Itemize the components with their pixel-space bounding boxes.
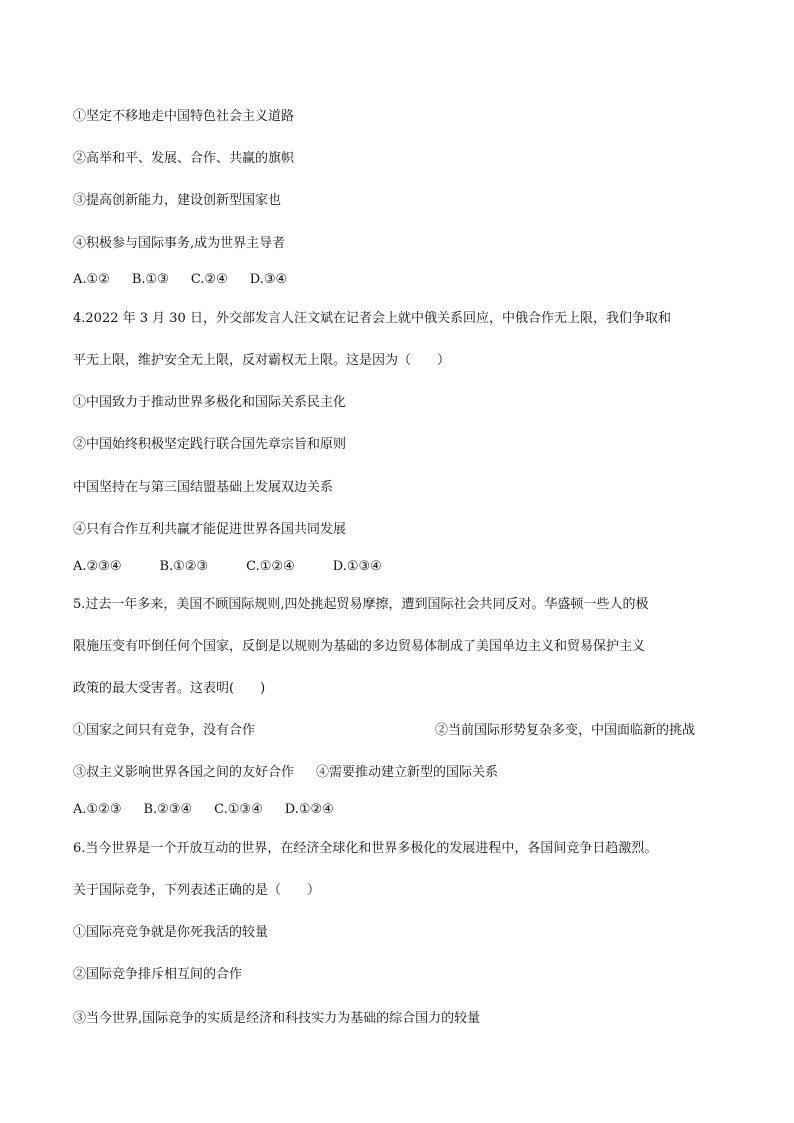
q4-option-a: A.②③④ (73, 559, 122, 574)
q3-option-a: A.①② (73, 272, 110, 287)
q6-item-2: ②国际竞争排斥相互间的合作 (73, 967, 243, 982)
q3-item-2: ②高举和平、发展、合作、共赢的旗帜 (73, 151, 295, 166)
q5-item-4: ④需要推动建立新型的国际关系 (316, 765, 499, 780)
q5-option-d: D.①②④ (284, 802, 334, 817)
q4-option-b: B.①②③ (159, 559, 209, 574)
q3-item-1: ①坚定不移地走中国特色社会主义道路 (73, 109, 295, 124)
q6-stem-line-1: 6.当今世界是一个开放互动的世界，在经济全球化和世界多极化的发展进程中，各国间竞争日趋激烈。 (73, 841, 658, 856)
q3-option-c: C.②④ (190, 272, 228, 287)
q4-option-d: D.①③④ (332, 559, 382, 574)
q3-option-d: D.③④ (249, 272, 288, 287)
q4-item-4: ④只有合作互利共赢才能促进世界各国共同发展 (73, 522, 347, 537)
q5-items-row-1 (73, 722, 713, 740)
q6-stem-line-2: 关于国际竞争，下列表述正确的是（ ） (73, 883, 321, 898)
q5-item-1: ①国家之间只有竞争，没有合作 (73, 723, 256, 738)
q3-item-3: ③提高创新能力，建设创新型国家也 (73, 193, 282, 208)
q4-item-2: ②中国始终积极坚定践行联合国先章宗旨和原则 (73, 437, 347, 452)
q5-item-2: ②当前国际形势复杂多变，中国面临新的挑战 (435, 723, 696, 738)
q3-options (73, 271, 287, 289)
q6-item-1: ①国际亮竞争就是你死我活的较量 (73, 925, 269, 940)
q4-stem-line-2: 平无上限，维护安全无上限，反对霸权无上限。这是因为（ ） (73, 353, 451, 368)
q5-option-c: C.①③④ (214, 802, 263, 817)
q4-options (73, 558, 382, 576)
q5-option-b: B.②③④ (143, 802, 193, 817)
q5-stem-line-3: 政策的最大受害者。这表明( ) (73, 681, 266, 696)
q5-stem-line-1: 5.过去一年多来，美国不顾国际规则,四处挑起贸易摩擦，遭到国际社会共同反对。华盛顿一些人的极 (73, 597, 649, 612)
q5-items-row-2 (73, 764, 498, 782)
q5-stem-line-2: 限施压变有吓倒任何个国家，反倒是以规则为基础的多边贸易体制成了美国单边主义和贸易保护主义 (73, 639, 646, 654)
q5-item-3: ③叔主义影响世界各国之间的友好合作 (73, 765, 295, 780)
q6-item-3: ③当今世界,国际竞争的实质是经济和科技实力为基础的综合国力的较量 (73, 1011, 481, 1026)
q4-item-3: 中国坚持在与第三国结盟基础上发展双边关系 (73, 480, 334, 495)
q3-option-b: B.①③ (131, 272, 169, 287)
q3-item-4: ④积极参与国际事务,成为世界主导者 (73, 236, 286, 251)
q4-stem-line-1: 4.2022 年 3 月 30 日，外交部发言人汪文斌在记者会上就中俄关系回应，中俄合作无上限，我们争取和 (73, 311, 671, 326)
q4-item-1: ①中国致力于推动世界多极化和国际关系民主化 (73, 395, 347, 410)
q5-option-a: A.①②③ (73, 802, 122, 817)
q5-options (73, 801, 334, 819)
q4-option-c: C.①②④ (246, 559, 295, 574)
